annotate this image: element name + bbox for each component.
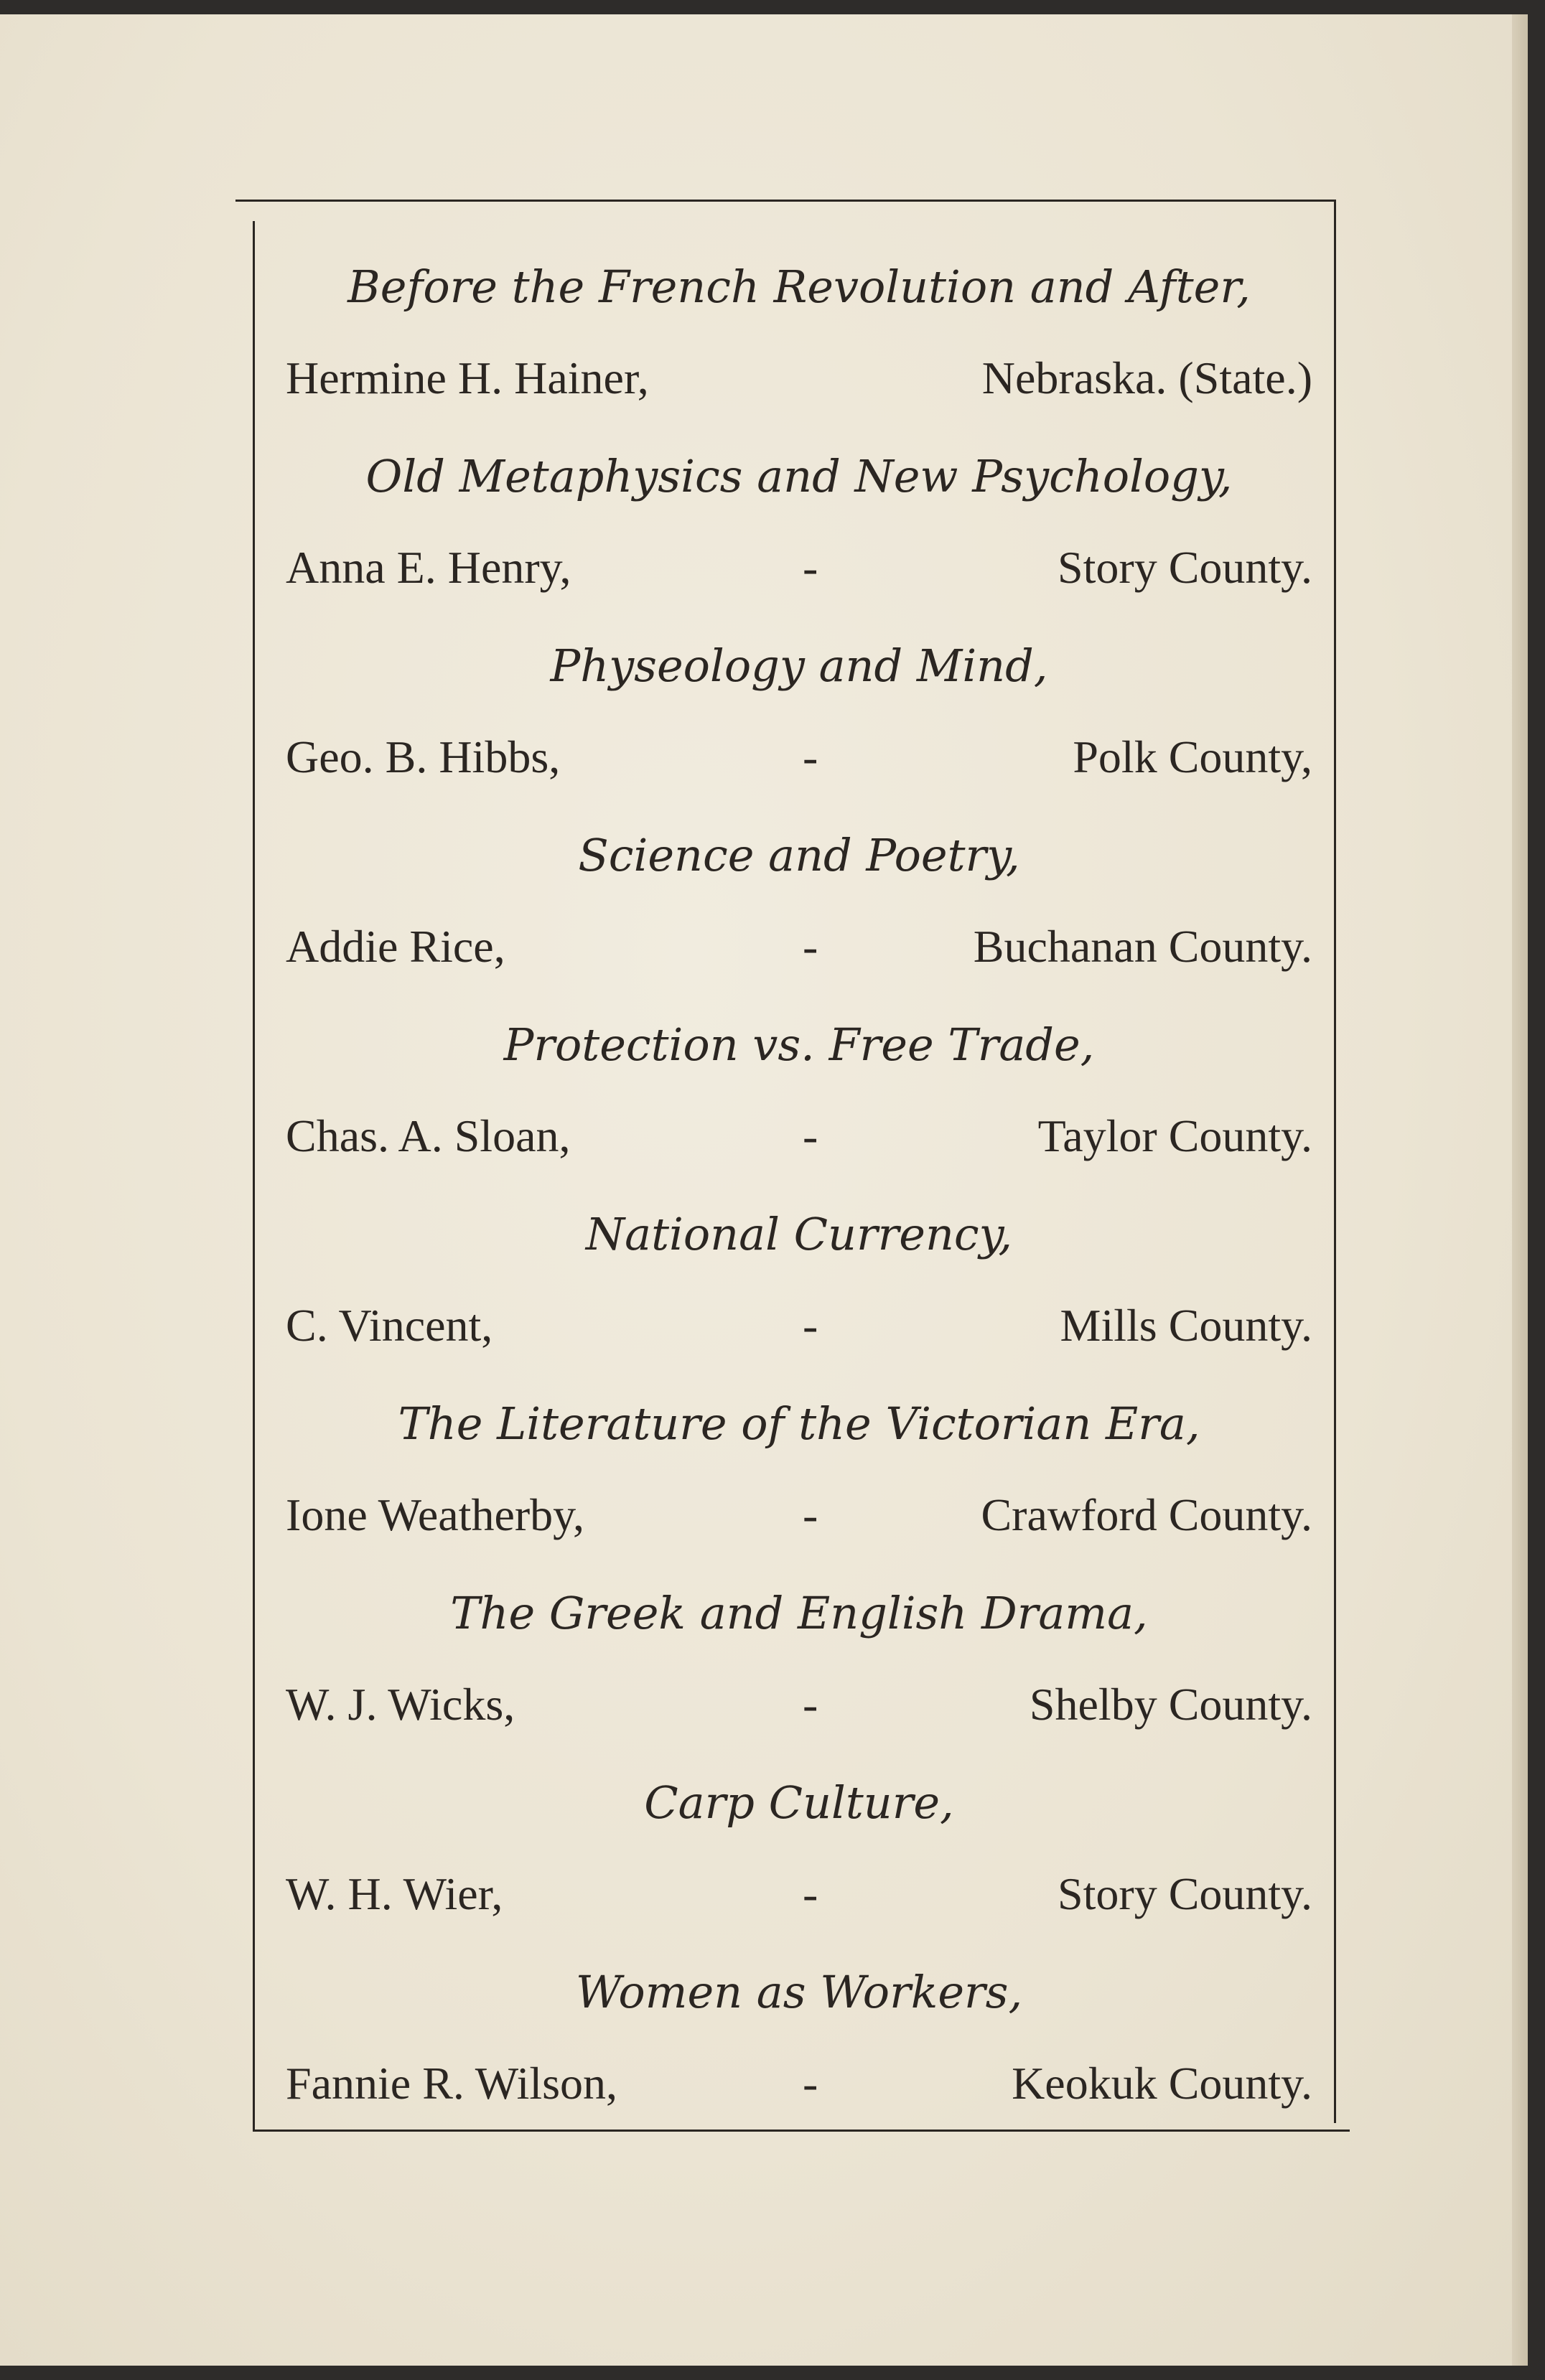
entry-author: Fannie R. Wilson, xyxy=(286,2058,618,2109)
entry xyxy=(286,243,1312,432)
author-line xyxy=(286,1468,1312,1569)
entry-place: Story County. xyxy=(1058,1868,1312,1919)
entry-author: Chas. A. Sloan, xyxy=(286,1110,571,1161)
entry-author: Hermine H. Hainer, xyxy=(286,352,649,403)
entry-author: Addie Rice, xyxy=(286,921,505,972)
author-line xyxy=(286,900,1312,1001)
right-rule xyxy=(1334,200,1336,2123)
page-edge xyxy=(1512,14,1528,2366)
entry-author: Ione Weatherby, xyxy=(286,1489,584,1540)
entry-place: Nebraska. (State.) xyxy=(981,352,1312,403)
entry-title: Women as Workers, xyxy=(575,1966,1023,2018)
top-rule xyxy=(235,200,1335,202)
author-line xyxy=(286,332,1312,432)
entry-author: Geo. B. Hibbs, xyxy=(286,731,561,782)
program-page xyxy=(0,14,1528,2366)
entry-title: National Currency, xyxy=(585,1208,1013,1260)
entry-dash: - xyxy=(803,1300,818,1351)
entry-dash: - xyxy=(803,2058,818,2109)
entry-author: C. Vincent, xyxy=(286,1300,493,1351)
entry-dash: - xyxy=(803,1110,818,1161)
entry-title: Science and Poetry, xyxy=(578,829,1020,881)
author-line xyxy=(286,1090,1312,1190)
entry-title: Physeology and Mind, xyxy=(550,639,1048,692)
entry-place: Keokuk County. xyxy=(1012,2058,1312,2109)
entry xyxy=(286,432,1312,622)
bordered-frame xyxy=(235,200,1350,2132)
author-line xyxy=(286,1279,1312,1379)
entry xyxy=(286,1379,1312,1569)
entry-title: Old Metaphysics and New Psychology, xyxy=(365,450,1233,502)
entry-place: Polk County, xyxy=(1073,731,1312,782)
entry-place: Buchanan County. xyxy=(973,921,1312,972)
entry-title: Before the French Revolution and After, xyxy=(347,261,1251,313)
entry-place: Mills County. xyxy=(1060,1300,1312,1351)
entry-dash: - xyxy=(803,731,818,782)
entry-place: Taylor County. xyxy=(1037,1110,1312,1161)
entry-title: The Greek and English Drama, xyxy=(450,1587,1148,1639)
left-rule xyxy=(253,221,255,2132)
entry-dash: - xyxy=(803,921,818,972)
entry-author: W. H. Wier, xyxy=(286,1868,503,1919)
entry xyxy=(286,1948,1312,2137)
entry-place: Shelby County. xyxy=(1029,1679,1312,1730)
entry-title: Carp Culture, xyxy=(644,1776,954,1829)
entry-place: Crawford County. xyxy=(981,1489,1312,1540)
author-line xyxy=(286,711,1312,811)
entry-dash: - xyxy=(803,1489,818,1540)
entry xyxy=(286,1758,1312,1948)
entry-title: The Literature of the Victorian Era, xyxy=(398,1397,1200,1450)
entry-dash: - xyxy=(803,542,818,593)
program-entries xyxy=(286,243,1312,2137)
author-line xyxy=(286,2037,1312,2137)
author-line xyxy=(286,521,1312,622)
entry xyxy=(286,811,1312,1001)
entry-dash: - xyxy=(803,1868,818,1919)
entry-title: Protection vs. Free Trade, xyxy=(503,1018,1095,1071)
entry xyxy=(286,1190,1312,1379)
author-line xyxy=(286,1847,1312,1948)
author-line xyxy=(286,1658,1312,1758)
entry-author: Anna E. Henry, xyxy=(286,542,571,593)
entry-place: Story County. xyxy=(1058,542,1312,593)
entry xyxy=(286,622,1312,811)
entry-dash: - xyxy=(803,1679,818,1730)
entry xyxy=(286,1569,1312,1758)
entry-author: W. J. Wicks, xyxy=(286,1679,515,1730)
entry xyxy=(286,1001,1312,1190)
